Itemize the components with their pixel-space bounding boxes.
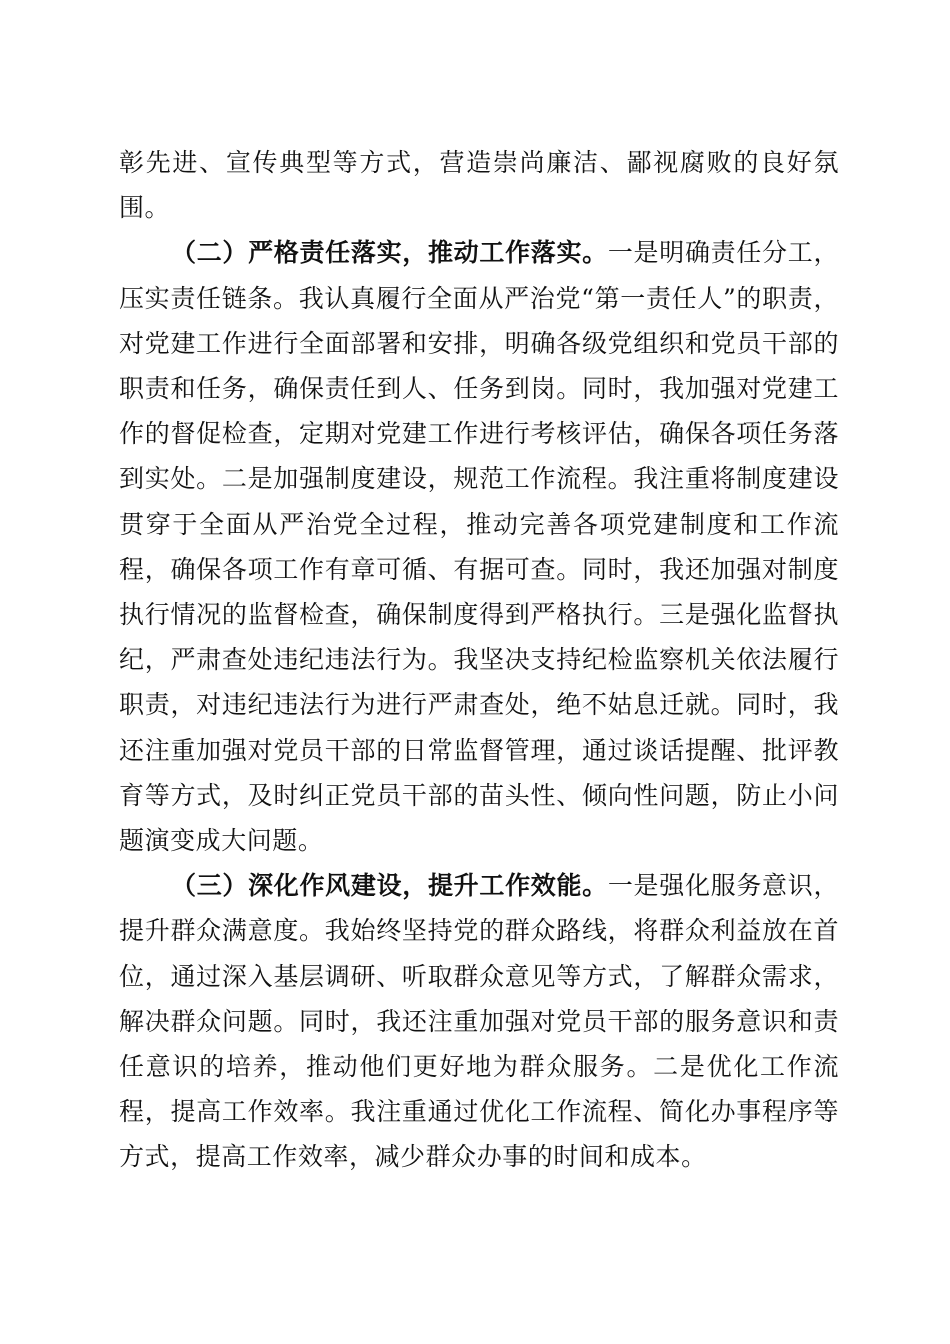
paragraph-text: 一是强化服务意识，提升群众满意度。我始终坚持党的群众路线，将群众利益放在首位，通过深入基层调研、听取群众意见等方式，了解群众需求，解决群众问题。同时，我还注重加强对党员干部的服务意识和责任意识的培养，推动他们更好地为群众服务。二是优化工作流程，提高工作效率。我注重通过优化工作流程、简化办事程序等方式，提高工作效率，减少群众办事的时间和成本。 xyxy=(119,871,839,1172)
paragraph-section-2 xyxy=(119,230,839,863)
section-heading: （二）严格责任落实，推动工作落实。 xyxy=(171,238,608,268)
paragraph-section-3 xyxy=(119,863,839,1179)
document-body xyxy=(119,140,839,1180)
paragraph-text: 彰先进、宣传典型等方式，营造崇尚廉洁、鄙视腐败的良好氛围。 xyxy=(119,148,839,223)
section-heading: （三）深化作风建设，提升工作效能。 xyxy=(171,871,608,901)
paragraph-continuation xyxy=(119,140,839,230)
paragraph-text: 一是明确责任分工，压实责任链条。我认真履行全面从严治党“第一责任人”的职责，对党建工作进行全面部署和安排，明确各级党组织和党员干部的职责和任务，确保责任到人、任务到岗。同时，我加强对党建工作的督促检查，定期对党建工作进行考核评估，确保各项任务落到实处。二是加强制度建设，规范工作流程。我注重将制度建设贯穿于全面从严治党全过程，推动完善各项党建制度和工作流程，确保各项工作有章可循、有据可查。同时，我还加强对制度执行情况的监督检查，确保制度得到严格执行。三是强化监督执纪，严肃查处违纪违法行为。我坚决支持纪检监察机关依法履行职责，对违纪违法行为进行严肃查处，绝不姑息迁就。同时，我还注重加强对党员干部的日常监督管理，通过谈话提醒、批评教育等方式，及时纠正党员干部的苗头性、倾向性问题，防止小问题演变成大问题。 xyxy=(119,238,839,856)
